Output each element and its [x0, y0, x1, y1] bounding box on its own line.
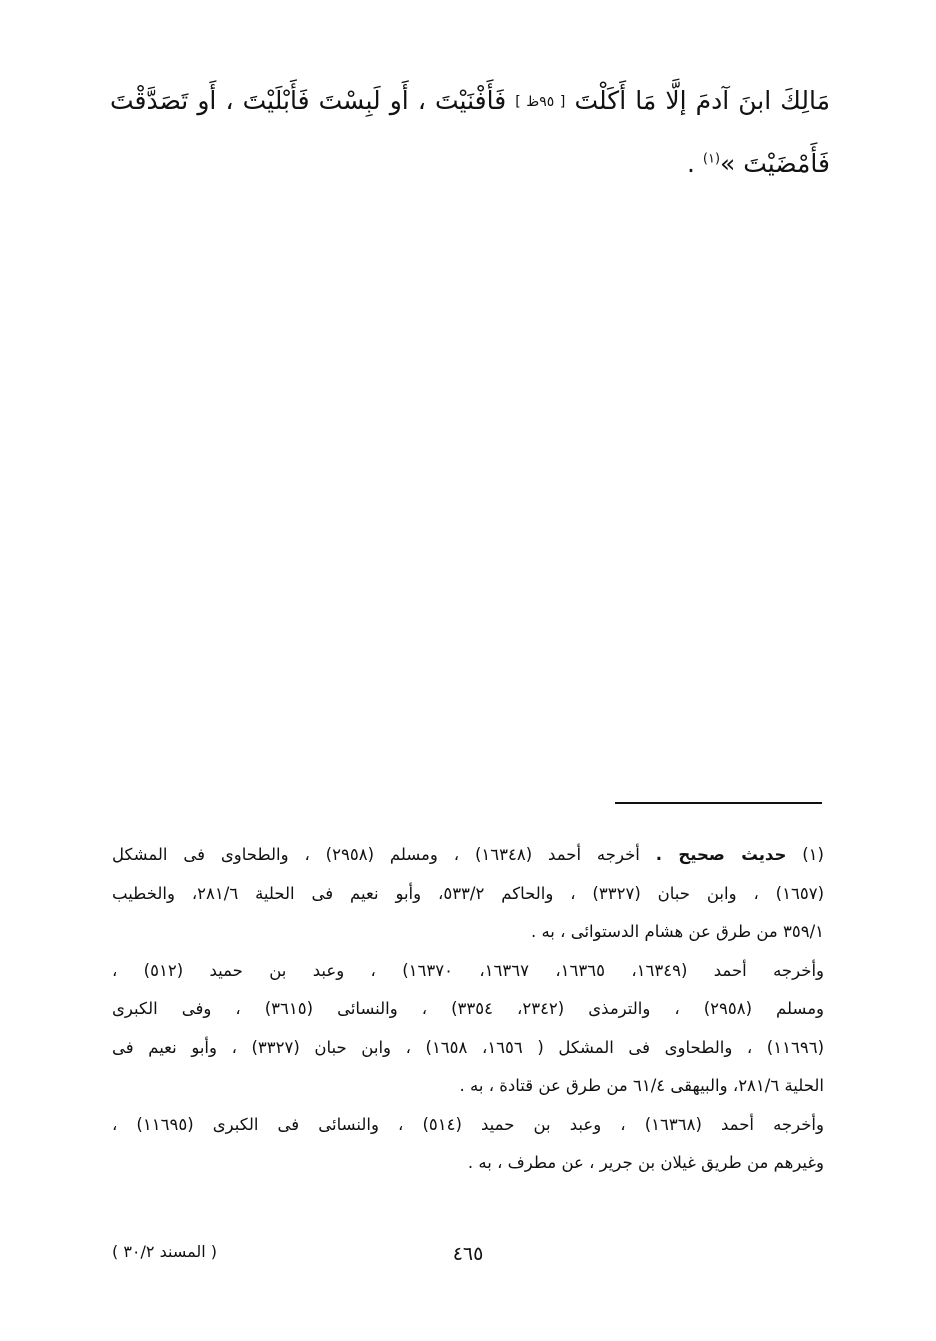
footnote-line: ٣٥٩/١ من طرق عن هشام الدستوائى ، به . — [530, 922, 824, 941]
footnote-line: وأخرجه أحمد (١٦٣٤٩، ١٦٣٦٥، ١٦٣٦٧، ١٦٣٧٠) ، وعبد بن حميد (٥١٢) ، — [112, 960, 824, 980]
page-number: ٤٦٥ — [452, 1243, 484, 1265]
hadith-line-1-end: فَأَفْنَيْتَ ، أَو لَبِسْتَ فَأَبْلَيْتَ ، أَو تَصَدَّقْتَ — [110, 86, 507, 115]
hadith-line-2-period: . — [686, 149, 695, 178]
footnote-line: الحلية ٢٨١/٦، والبيهقى ٦١/٤ من طرق عن قتادة ، به . — [459, 1076, 824, 1095]
hadith-line-2-text: فَأَمْضَيْتَ » — [720, 149, 830, 178]
footnote-separator — [615, 802, 822, 804]
footnote-line: وغيرهم من طريق غيلان بن جرير ، عن مطرف ، به . — [467, 1153, 824, 1172]
hadith-line-1-start: مَالِكَ ابنَ آدمَ إلَّا مَا أَكَلْتَ — [574, 86, 831, 115]
footnote-number: (١) — [802, 845, 824, 864]
footnote-line — [112, 836, 824, 875]
footnote-text: أخرجه أحمد (١٦٣٤٨) ، ومسلم (٢٩٥٨) ، والطحاوى فى المشكل — [112, 845, 640, 864]
footnote-line: وأخرجه أحمد (١٦٣٦٨) ، وعبد بن حميد (٥١٤) ، والنسائى فى الكبرى (١١٦٩٥) ، — [112, 1114, 824, 1134]
footnotes — [112, 836, 824, 1183]
footnote-reference: (١) — [702, 151, 721, 167]
hadith-grade: حديث صحيح . — [655, 845, 787, 864]
footnote-line: (١١٦٩٦) ، والطحاوى فى المشكل ( ١٦٥٦، ١٦٥٨) ، وابن حبان (٣٣٢٧) ، وأبو نعيم فى — [112, 1037, 824, 1057]
source-reference: ( المسند ٣٠/٢ ) — [112, 1242, 217, 1261]
folio-marker: [ ٩٥ظ ] — [515, 94, 566, 110]
hadith-line-1 — [110, 70, 830, 133]
hadith-text — [110, 70, 830, 195]
footnote-line: (١٦٥٧) ، وابن حبان (٣٣٢٧) ، والحاكم ٥٣٣/٢، وأبو نعيم فى الحلية ٢٨١/٦، والخطيب — [112, 883, 824, 903]
hadith-line-2 — [110, 133, 830, 195]
footnote-line: ومسلم (٢٩٥٨) ، والترمذى (٢٣٤٢، ٣٣٥٤) ، والنسائى (٣٦١٥) ، وفى الكبرى — [112, 999, 824, 1018]
